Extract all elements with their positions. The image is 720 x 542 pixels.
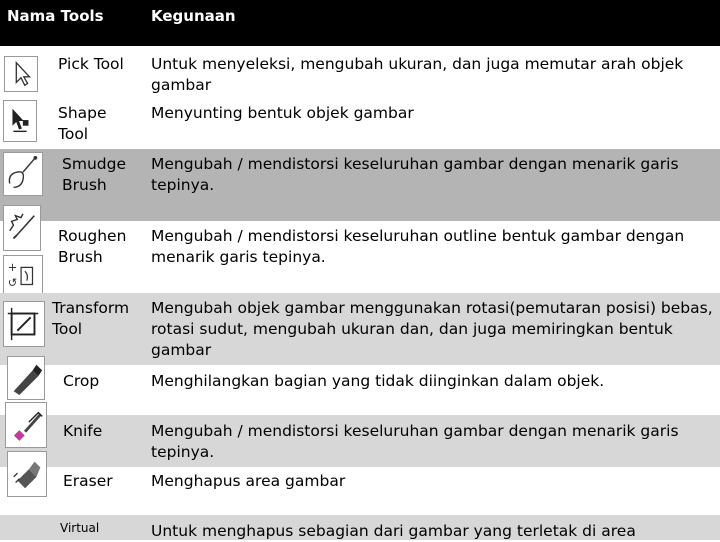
tool-name: Eraser <box>63 472 113 490</box>
pick-tool-icon <box>4 56 38 92</box>
knife-icon <box>5 402 47 448</box>
tool-name: Pick Tool <box>58 55 124 73</box>
tool-name: Virtual <box>60 521 100 535</box>
table-row-transform-tool <box>0 293 720 365</box>
smudge-brush-icon <box>3 152 43 196</box>
tool-description: Mengubah / mendistorsi keseluruhan gambar dengan menarik garis tepinya. <box>151 422 679 461</box>
header-nama-tools: Nama Tools <box>7 7 104 25</box>
table-row-smudge-brush <box>0 149 720 221</box>
tool-description: Untuk menyeleksi, mengubah ukuran, dan juga memutar arah objek gambar <box>151 55 684 94</box>
table-row-roughen-brush <box>0 221 720 293</box>
svg-text:↺: ↺ <box>7 275 18 290</box>
tool-description: Menghilangkan bagian yang tidak diinginkan dalam objek. <box>151 372 605 390</box>
tool-description: Mengubah / mendistorsi keseluruhan gambar dengan menarik garis tepinya. <box>151 155 679 194</box>
table-row-pick-tool <box>0 46 720 99</box>
crop-icon <box>7 356 45 400</box>
tool-description: Mengubah / mendistorsi keseluruhan outline bentuk gambar dengan menarik garis tepinya. <box>151 227 685 266</box>
tool-description: Untuk menghapus sebagian dari gambar yang terletak di area <box>151 522 636 540</box>
tool-name: Knife <box>63 422 103 440</box>
tool-name: Roughen Brush <box>58 227 127 266</box>
table-row-eraser <box>0 467 720 515</box>
tool-name: Shape Tool <box>58 104 107 143</box>
tool-name: Transform Tool <box>52 299 130 338</box>
table-row-crop <box>0 365 720 415</box>
tool-description: Menyunting bentuk objek gambar <box>151 104 414 122</box>
transform-tool-icon <box>3 301 45 347</box>
table-header <box>0 0 720 46</box>
tool-name: Crop <box>63 372 100 390</box>
svg-text:+: + <box>7 260 18 275</box>
table-row-virtual <box>0 515 720 540</box>
shape-tool-icon <box>3 100 37 142</box>
tool-description: Mengubah objek gambar menggunakan rotasi(pemutaran posisi) bebas, rotasi sudut, mengubah ukuran dan, dan juga memiringkan bentuk gambar <box>151 299 713 359</box>
transform-icon <box>3 255 43 295</box>
table-row-shape-tool <box>0 99 720 149</box>
tool-name: Smudge Brush <box>62 155 126 194</box>
tool-description: Menghapus area gambar <box>151 472 346 490</box>
eraser-icon <box>7 451 47 497</box>
header-kegunaan: Kegunaan <box>151 7 236 25</box>
table-row-knife <box>0 415 720 467</box>
roughen-brush-icon <box>3 205 41 251</box>
